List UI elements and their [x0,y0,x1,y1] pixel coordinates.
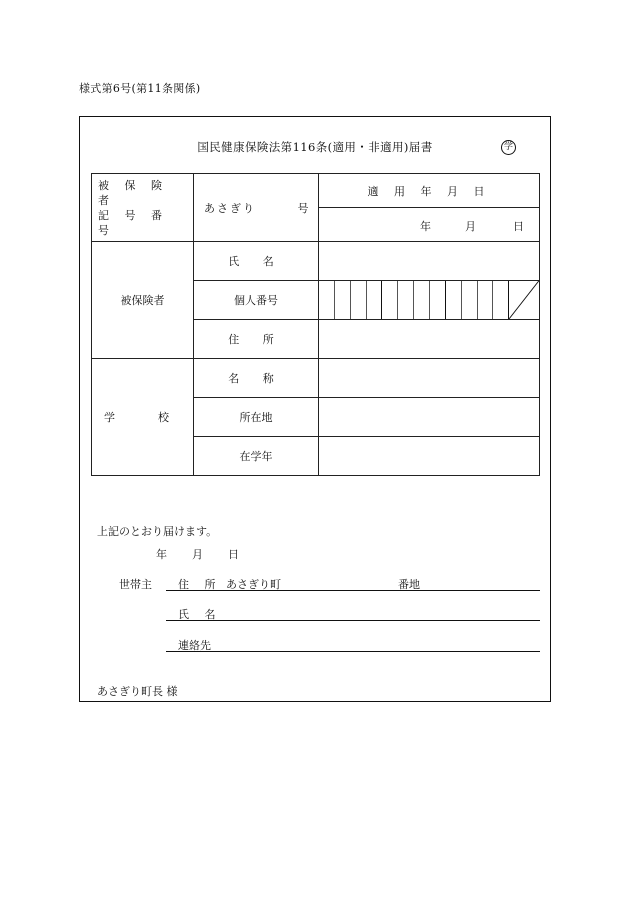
personal-number-label: 個人番号 [194,281,319,320]
blocked-digit-box [509,281,539,319]
insured-number-field[interactable] [194,174,319,242]
submission-day-label: 日 [228,548,239,561]
school-location-field[interactable] [319,398,540,437]
digit-box[interactable] [493,281,509,319]
application-date-field[interactable] [319,208,540,242]
school-section-heading: 学 校 [92,359,194,476]
school-name-field[interactable] [319,359,540,398]
contact-label: 連絡先 [178,639,211,652]
school-grade-field[interactable] [319,437,540,476]
address-town: あさぎり町 [226,578,281,591]
submission-year-label: 年 [156,548,167,561]
insured-number-label-cell [92,174,194,242]
form-title: 国民健康保険法第116条(適用・非適用)届書 [197,140,433,154]
submission-statement: 上記のとおり届けます。 [97,525,218,538]
digit-box[interactable] [478,281,494,319]
application-year-label: 年 [420,220,431,233]
application-date-label: 適 用 年 月 日 [319,174,540,208]
householder-label: 世帯主 [119,578,152,591]
school-location-label: 所在地 [194,398,319,437]
insured-number-suffix: 号 [297,201,309,215]
form-table [91,173,540,476]
digit-box[interactable] [430,281,446,319]
addressee: あさぎり町長 様 [97,685,178,698]
insured-number-label-line2: 記 号 番 号 [98,208,168,237]
insured-section-heading: 被保険者 [92,242,194,359]
digit-box[interactable] [351,281,367,319]
insured-address-label: 住 所 [194,320,319,359]
digit-box[interactable] [319,281,335,319]
insured-address-field[interactable] [319,320,540,359]
digit-box[interactable] [367,281,383,319]
digit-box[interactable] [382,281,398,319]
school-name-label: 名 称 [194,359,319,398]
insured-number-prefix: あさぎり [204,201,256,215]
insured-number-label-line1: 被 保 険 者 [98,178,168,207]
contact-line[interactable] [166,651,540,652]
address-label: 住 所 [178,578,222,591]
digit-box[interactable] [398,281,414,319]
insured-name-label: 氏 名 [194,242,319,281]
name-label: 氏 名 [178,608,222,621]
insured-name-field[interactable] [319,242,540,281]
digit-box[interactable] [414,281,430,319]
seal-stamp: 学 [501,140,516,155]
digit-box[interactable] [462,281,478,319]
personal-number-field[interactable] [319,281,540,320]
school-grade-label: 在学年 [194,437,319,476]
name-line[interactable] [166,620,540,621]
address-banchi: 番地 [398,578,420,591]
address-line[interactable] [166,590,540,591]
application-day-label: 日 [513,220,524,233]
application-month-label: 月 [465,220,476,233]
digit-box[interactable] [335,281,351,319]
digit-box[interactable] [446,281,462,319]
submission-month-label: 月 [192,548,203,561]
form-number-label: 様式第6号(第11条関係) [79,82,201,95]
